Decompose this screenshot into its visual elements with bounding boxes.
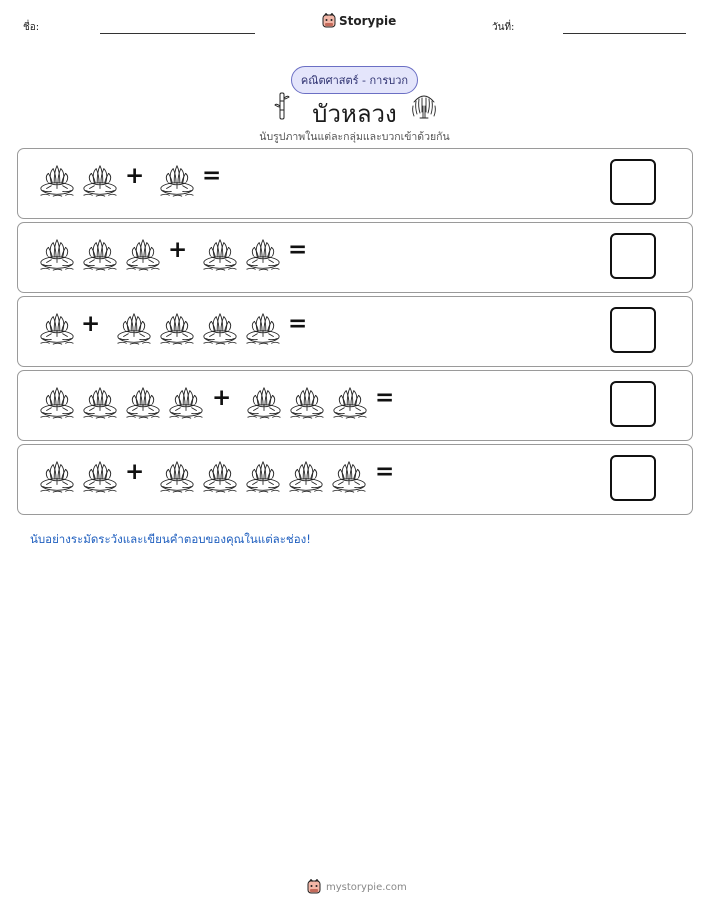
plus-sign: + [125,163,145,189]
lotus-icon [124,383,162,421]
worksheet-title: บัวหลวง [312,100,397,128]
lotus-icon [81,457,119,495]
lotus-icon [38,309,76,347]
footer [307,879,407,895]
instructions: นับรูปภาพในแต่ละกลุ่มและบวกเข้าด้วยกัน [259,131,450,143]
lotus-icon [287,457,325,495]
answer-box[interactable] [610,381,656,427]
lotus-icon [38,457,76,495]
lotus-icon [201,457,239,495]
lotus-icon [38,161,76,199]
lotus-icon [244,309,282,347]
date-write-line[interactable] [563,33,686,34]
lotus-icon [330,457,368,495]
left-group [38,383,205,421]
left-group [38,457,119,495]
footer-url[interactable]: mystorypie.com [326,881,407,893]
plus-sign: + [125,459,145,485]
subject-badge: คณิตศาสตร์ - การบวก [291,66,418,94]
answer-box[interactable] [610,307,656,353]
name-write-line[interactable] [100,33,255,34]
storypie-mascot-icon [307,879,321,895]
plus-sign: + [212,385,232,411]
equals-sign: = [288,311,308,337]
equals-sign: = [375,459,395,485]
lotus-icon [201,235,239,273]
problem-row-2 [17,222,693,293]
storypie-mascot-icon [322,13,336,29]
right-group [201,235,282,273]
plus-sign: + [168,237,188,263]
answer-box[interactable] [610,159,656,205]
willow-tree-icon [410,92,438,120]
lotus-icon [201,309,239,347]
problem-row-1 [17,148,693,219]
lotus-icon [81,161,119,199]
equals-sign: = [202,163,222,189]
lotus-icon [81,235,119,273]
answer-box[interactable] [610,455,656,501]
lotus-icon [158,457,196,495]
lotus-icon [38,235,76,273]
lotus-icon [81,383,119,421]
name-label: ชื่อ: [23,22,40,33]
answer-box[interactable] [610,233,656,279]
lotus-icon [124,235,162,273]
lotus-icon [38,383,76,421]
lotus-icon [244,457,282,495]
plus-sign: + [81,311,101,337]
lotus-icon [158,161,196,199]
brand-logo [322,13,396,29]
lotus-icon [158,309,196,347]
lotus-icon [331,383,369,421]
equals-sign: = [288,237,308,263]
date-label: วันที่: [492,22,515,33]
left-group [38,309,76,347]
brand-name: Storypie [339,14,397,28]
lotus-icon [115,309,153,347]
equals-sign: = [375,385,395,411]
right-group [158,161,196,199]
right-group [115,309,282,347]
right-group [158,457,368,495]
lotus-icon [245,383,283,421]
problem-row-3 [17,296,693,367]
problem-row-4 [17,370,693,441]
problem-row-5 [17,444,693,515]
lotus-icon [244,235,282,273]
lotus-icon [288,383,326,421]
encouragement-text: นับอย่างระมัดระวังและเขียนคำตอบของคุณในแต่ละช่อง! [30,532,311,546]
left-group [38,161,119,199]
left-group [38,235,162,273]
lotus-icon [167,383,205,421]
right-group [245,383,369,421]
